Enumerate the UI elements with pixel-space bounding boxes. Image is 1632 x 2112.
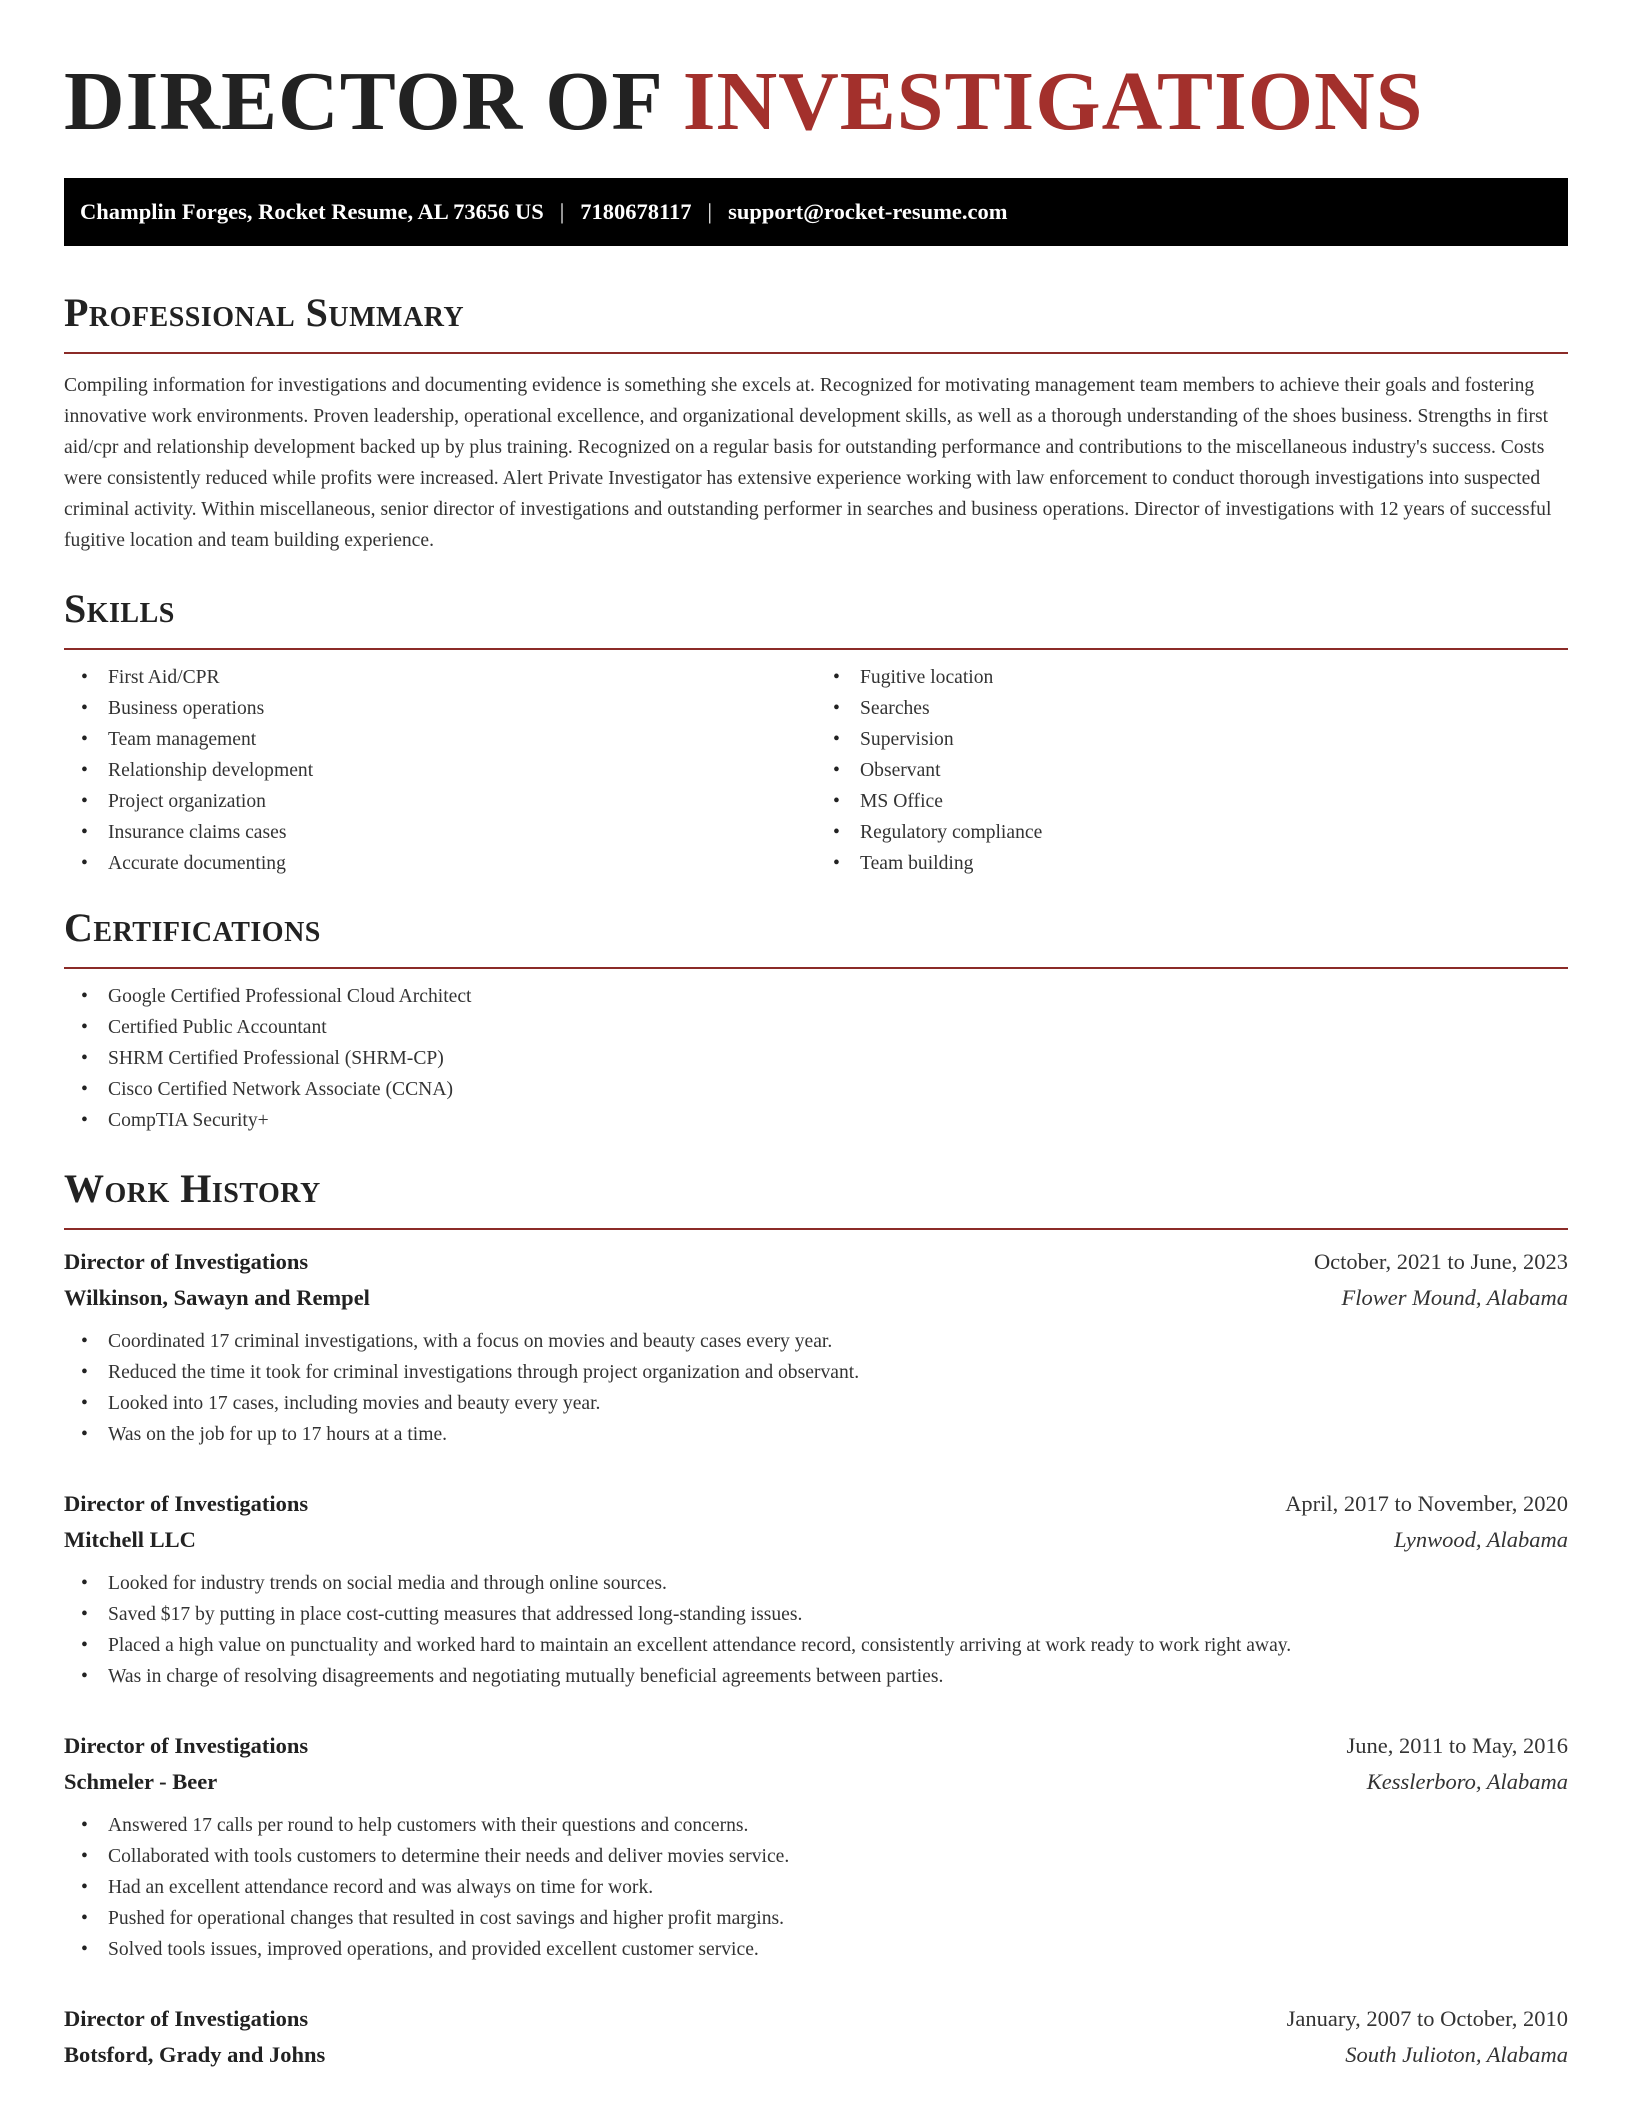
contact-email: support@rocket-resume.com	[728, 199, 1008, 224]
summary-section	[64, 290, 1568, 556]
job-company: Wilkinson, Sawayn and Rempel	[64, 1285, 370, 1310]
job-entry	[64, 1244, 1568, 1450]
contact-separator: |	[707, 199, 713, 224]
job-company-row	[64, 2037, 1568, 2073]
skill-item: • Observant	[816, 755, 1568, 786]
job-bullet: • Reduced the time it took for criminal investigations through project organization and observant.	[64, 1357, 1568, 1388]
certifications-list	[64, 981, 1568, 1136]
skill-item: • Supervision	[816, 724, 1568, 755]
section-divider	[64, 1228, 1568, 1230]
job-company-row	[64, 1764, 1568, 1800]
job-bullets	[64, 1326, 1568, 1450]
job-bullet: • Had an excellent attendance record and was always on time for work.	[64, 1872, 1568, 1903]
skill-item: • Relationship development	[64, 755, 816, 786]
section-divider	[64, 967, 1568, 969]
section-divider	[64, 352, 1568, 354]
job-bullet: • Looked into 17 cases, including movies and beauty every year.	[64, 1388, 1568, 1419]
job-company: Mitchell LLC	[64, 1527, 196, 1552]
certification-item: • SHRM Certified Professional (SHRM-CP)	[64, 1043, 1568, 1074]
certifications-section	[64, 905, 1568, 1136]
certification-item: • Cisco Certified Network Associate (CCNA)	[64, 1074, 1568, 1105]
job-header-row	[64, 1486, 1568, 1522]
skill-item: • Team building	[816, 848, 1568, 879]
skill-item: • Business operations	[64, 693, 816, 724]
skill-item: • Insurance claims cases	[64, 817, 816, 848]
job-bullet: • Pushed for operational changes that resulted in cost savings and higher profit margins.	[64, 1903, 1568, 1934]
job-bullet: • Looked for industry trends on social media and through online sources.	[64, 1568, 1568, 1599]
job-bullet: • Placed a high value on punctuality and worked hard to maintain an excellent attendance record, consistently arriving at work ready to work right away.	[64, 1630, 1568, 1661]
skill-item: • Project organization	[64, 786, 816, 817]
certification-item: • Certified Public Accountant	[64, 1012, 1568, 1043]
job-bullets	[64, 1568, 1568, 1692]
job-entry	[64, 2001, 1568, 2073]
job-dates: January, 2007 to October, 2010	[1286, 2006, 1568, 2031]
job-company-row	[64, 1280, 1568, 1316]
job-company-row	[64, 1522, 1568, 1558]
work-history-heading: Work History	[64, 1166, 321, 1211]
skills-list-right	[816, 662, 1568, 879]
skill-item: • First Aid/CPR	[64, 662, 816, 693]
skill-item: • Accurate documenting	[64, 848, 816, 879]
job-header-row	[64, 2001, 1568, 2037]
skill-item: • Team management	[64, 724, 816, 755]
contact-bar	[64, 178, 1568, 246]
job-bullet: • Coordinated 17 criminal investigations, with a focus on movies and beauty cases every year.	[64, 1326, 1568, 1357]
job-location: Lynwood, Alabama	[1394, 1527, 1568, 1552]
job-company: Schmeler - Beer	[64, 1769, 218, 1794]
job-bullet: • Collaborated with tools customers to determine their needs and deliver movies service.	[64, 1841, 1568, 1872]
job-bullet: • Was in charge of resolving disagreements and negotiating mutually beneficial agreements between parties.	[64, 1661, 1568, 1692]
skills-heading: Skills	[64, 586, 175, 631]
certification-item: • CompTIA Security+	[64, 1105, 1568, 1136]
job-header-row	[64, 1244, 1568, 1280]
resume-title	[64, 52, 1568, 152]
job-header-row	[64, 1728, 1568, 1764]
job-bullet: • Solved tools issues, improved operations, and provided excellent customer service.	[64, 1934, 1568, 1965]
job-dates: June, 2011 to May, 2016	[1346, 1733, 1568, 1758]
certifications-heading: Certifications	[64, 905, 321, 950]
job-entry	[64, 1486, 1568, 1692]
job-dates: October, 2021 to June, 2023	[1313, 1249, 1568, 1274]
contact-phone: 7180678117	[580, 199, 692, 224]
job-location: Flower Mound, Alabama	[1341, 1285, 1568, 1310]
summary-text: Compiling information for investigations and documenting evidence is something she excels at. Recognized for motivating management team members to achieve their goals and fostering innovative work environments. Proven leadership, operational excellence, and organizational development skills, as well as a thorough understanding of the shoes business. Strengths in first aid/cpr and relationship development backed up by plus training. Recognized on a regular basis for outstanding performance and contributions to the miscellaneous industry's success. Costs were consistently reduced while profits were increased. Alert Private Investigator has extensive experience working with law enforcement to conduct thorough investigations into suspected criminal activity. Within miscellaneous, senior director of investigations and outstanding performer in searches and business operations. Director of investigations with 12 years of successful fugitive location and team building experience.	[64, 375, 1552, 551]
skills-columns	[64, 650, 1568, 879]
job-bullet: • Saved $17 by putting in place cost-cutting measures that addressed long-standing issues.	[64, 1599, 1568, 1630]
skill-item: • MS Office	[816, 786, 1568, 817]
job-title: Director of Investigations	[64, 2006, 309, 2031]
job-location: South Julioton, Alabama	[1345, 2042, 1568, 2067]
work-history-section	[64, 1166, 1568, 2073]
job-company: Botsford, Grady and Johns	[64, 2042, 326, 2067]
job-bullet: • Was on the job for up to 17 hours at a time.	[64, 1419, 1568, 1450]
job-title: Director of Investigations	[64, 1249, 309, 1274]
job-dates: April, 2017 to November, 2020	[1285, 1491, 1568, 1516]
job-bullet: • Answered 17 calls per round to help customers with their questions and concerns.	[64, 1810, 1568, 1841]
job-title: Director of Investigations	[64, 1491, 309, 1516]
job-location: Kesslerboro, Alabama	[1366, 1769, 1568, 1794]
job-bullets	[64, 1810, 1568, 1965]
job-entry	[64, 1728, 1568, 1965]
summary-heading: Professional Summary	[64, 290, 465, 335]
contact-separator: |	[559, 199, 565, 224]
skills-section	[64, 586, 1568, 879]
title-part-1: DIRECTOR OF	[64, 55, 661, 148]
skills-list-left	[64, 662, 816, 879]
skill-item: • Regulatory compliance	[816, 817, 1568, 848]
title-part-2: INVESTIGATIONS	[682, 55, 1424, 148]
job-title: Director of Investigations	[64, 1733, 309, 1758]
skill-item: • Searches	[816, 693, 1568, 724]
skill-item: • Fugitive location	[816, 662, 1568, 693]
contact-address: Champlin Forges, Rocket Resume, AL 73656 US	[80, 199, 544, 224]
certification-item: • Google Certified Professional Cloud Architect	[64, 981, 1568, 1012]
